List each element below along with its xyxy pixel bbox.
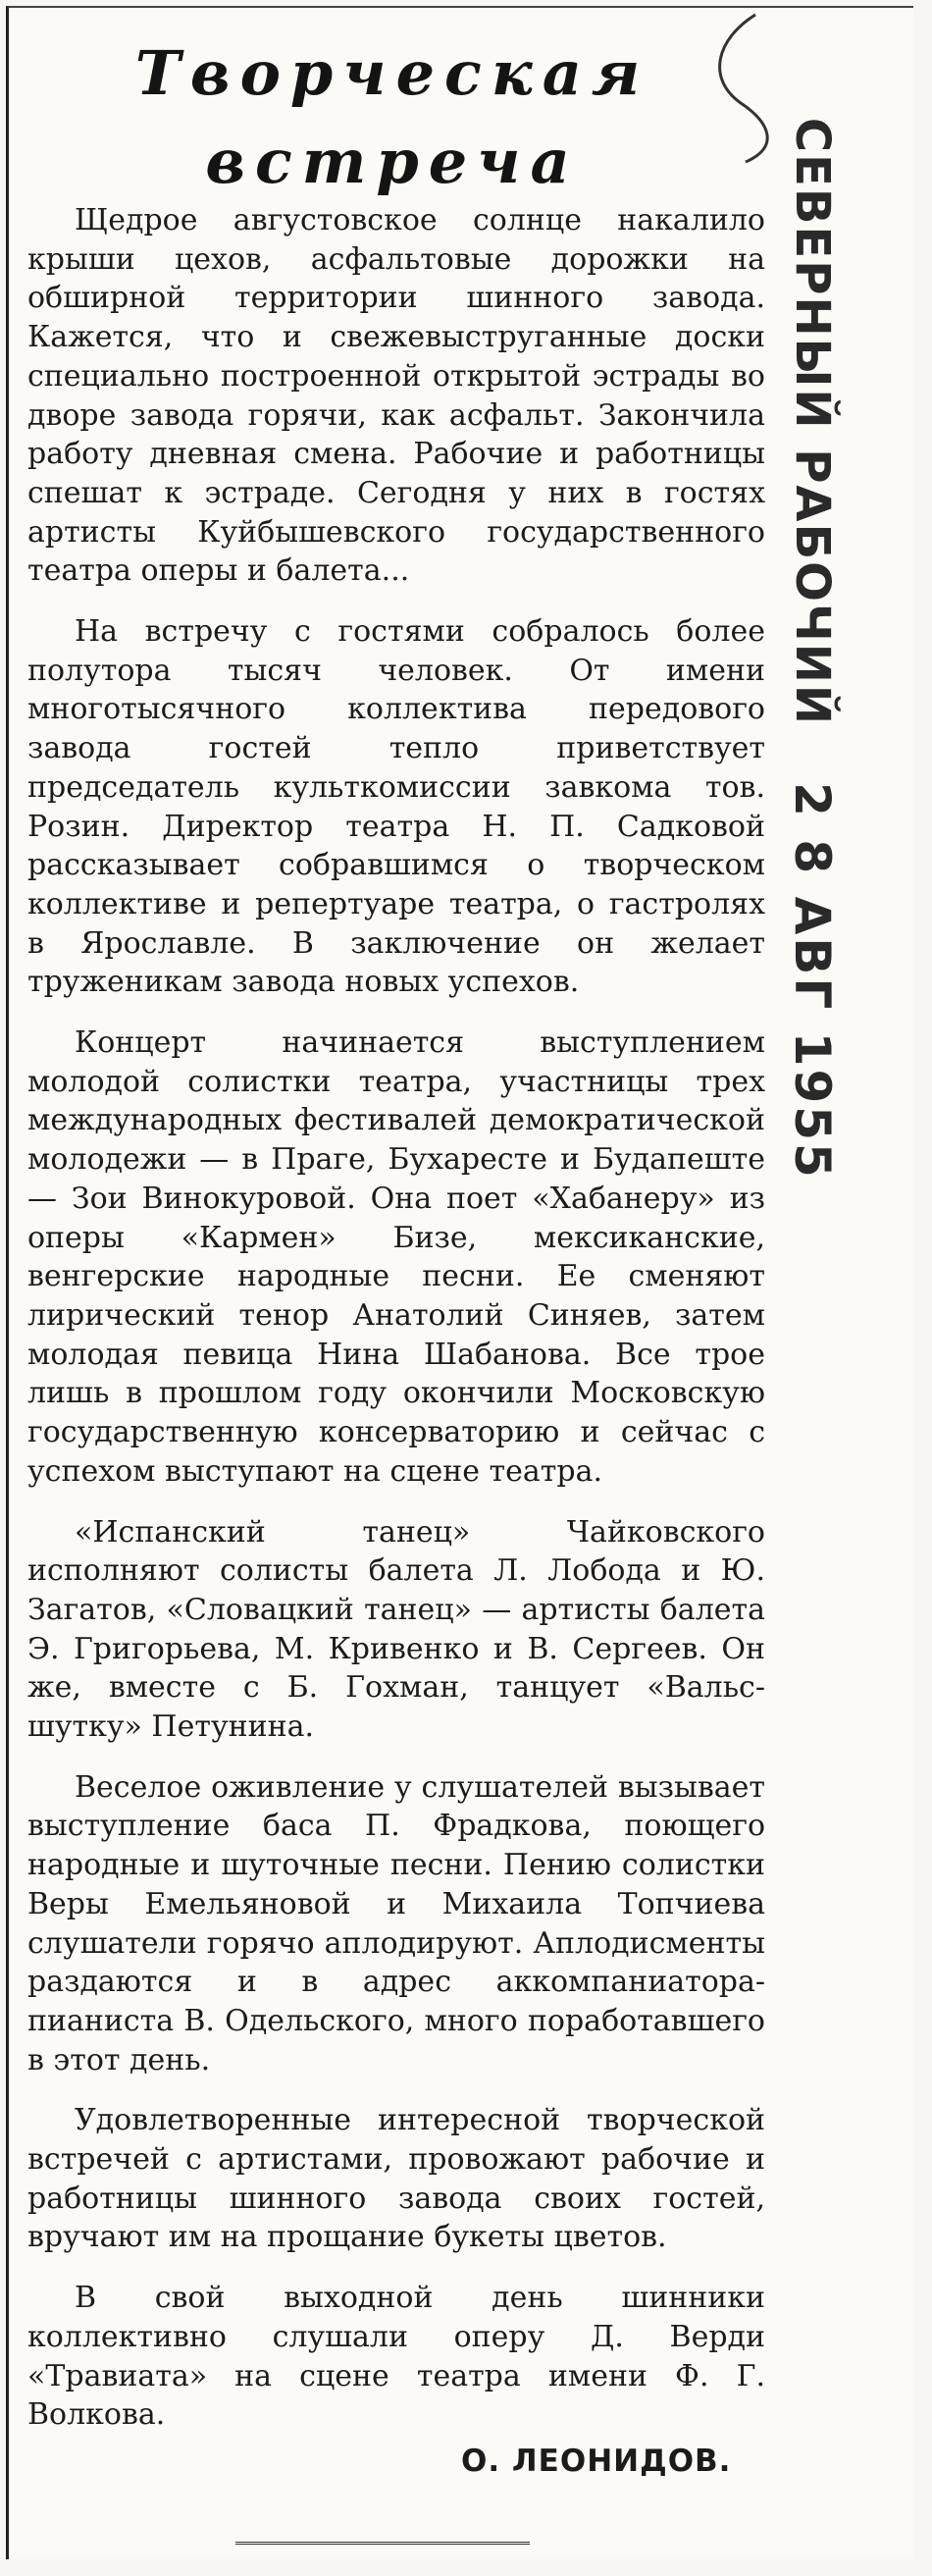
paragraph: Удовлетворенные интересной творческой встречей с артистами, провожают рабочие и работницы шинного завода своих гостей, вручают им на прощание букеты цветов. [27, 2103, 765, 2255]
bottom-divider [235, 2542, 530, 2550]
paragraph: Веселое оживление у слушателей вызывает выступление баса П. Фрадкова, поющего народные и шуточные песни. Пению солистки Веры Емельяновой и Михаила Топчиева слушатели горячо аплодируют. Аплодисменты раздаются и в адрес аккомпаниатора-пианиста В. Одельского, много поработавшего в этот день. [27, 1769, 765, 2077]
newspaper-name-stamp [582, 117, 932, 727]
paragraph: В свой выходной день шинники коллективно слушали оперу Д. Верди «Травиата» на сцене театра имени Ф. Г. Волкова. [27, 2281, 765, 2433]
article-title [39, 29, 746, 206]
paragraph: «Испанский танец» Чайковского исполняют солисты балета Л. Лобода и Ю. Загатов, «Словацкий танец» — артисты балета Э. Григорьева, М. Кривенко и В. Сергеев. Он же, вместе с Б. Гохман, танцует «Вальс-шутку» Петунина. [27, 1514, 765, 1745]
title-line-2: встреча [205, 126, 580, 197]
date-stamp [606, 782, 932, 1181]
paragraph: На встречу с гостями собралось более полутора тысяч человек. От имени многотысячного коллектива передового завода гостей тепло приветствует председатель культкомиссии завкома тов. Розин. Директор театра Н. П. Садковой рассказывает собравшимся о творческом коллективе и репертуаре театра, о гастролях в Ярославле. В заключение он желает труженикам завода новых успехов. [27, 614, 765, 1000]
date-stamp-text: 2 8 АВГ 1955 [784, 782, 841, 1181]
paragraph: Щедрое августовское солнце накалило крыши цехов, асфальтовые дорожки на обширной территории шинного завода. Кажется, что и свежевыструганные доски специально построенной открытой эстрады во дворе завода горячи, как асфальт. Закончила работу дневная смена. Рабочие и работницы спешат к эстраде. Сегодня у них в гостях артисты Куйбышевского государственного театра оперы и балета... [27, 203, 765, 589]
newspaper-name-text: СЕВЕРНЫЙ РАБОЧИЙ [785, 117, 840, 727]
title-line-1: Творческая [134, 37, 650, 109]
author-signature: О. ЛЕОНИДОВ. [461, 2444, 732, 2479]
article-body [27, 201, 765, 2456]
paragraph: Концерт начинается выступлением молодой солистки театра, участницы трех международных фестивалей демократической молодежи — в Праге, Бухаресте и Будапеште — Зои Винокуровой. Она поет «Хабанеру» из оперы «Кармен» Бизе, мексиканские, венгерские народные песни. Ее сменяют лирический тенор Анатолий Синяев, затем молодая певица Нина Шабанова. Все трое лишь в прошлом году окончили Московскую государственную консерваторию и сейчас с успехом выступают на сцене театра. [27, 1025, 765, 1489]
